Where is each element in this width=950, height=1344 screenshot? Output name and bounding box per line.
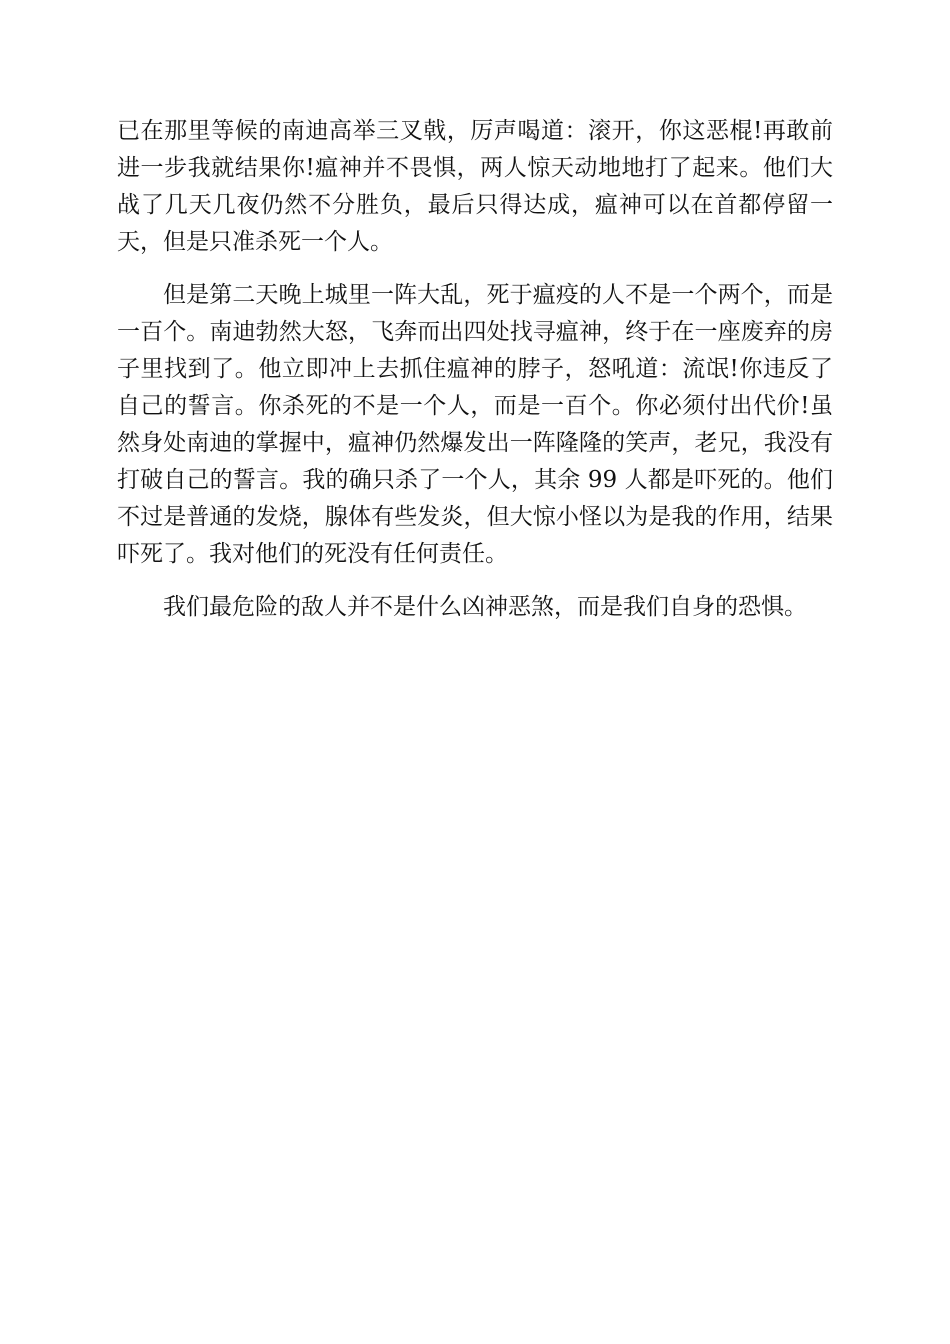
paragraph-continuation: 已在那里等候的南迪高举三叉戟，厉声喝道：滚开，你这恶棍!再敢前进一步我就结果你!瘟神并不畏惧，两人惊天动地地打了起来。他们大战了几天几夜仍然不分胜负，最后只得达成，瘟神可以在首都停留一天，但是只准杀死一个人。: [117, 118, 833, 255]
paragraph-plague-night: 但是第二天晚上城里一阵大乱，死于瘟疫的人不是一个两个，而是一百个。南迪勃然大怒，飞奔而出四处找寻瘟神，终于在一座废弃的房子里找到了。他立即冲上去抓住瘟神的脖子，怒吼道：流氓!你违反了自己的誓言。你杀死的不是一个人，而是一百个。你必须付出代价!虽然身处南迪的掌握中，瘟神仍然爆发出一阵隆隆的笑声，老兄，我没有打破自己的誓言。我的确只杀了一个人，其余 99 人都是吓死的。他们不过是普通的发烧，腺体有些发炎，但大惊小怪以为是我的作用，结果吓死了。我对他们的死没有任何责任。: [117, 282, 833, 567]
document-body: [117, 113, 833, 642]
paragraph-conclusion: 我们最危险的敌人并不是什么凶神恶煞，而是我们自身的恐惧。: [163, 594, 807, 620]
